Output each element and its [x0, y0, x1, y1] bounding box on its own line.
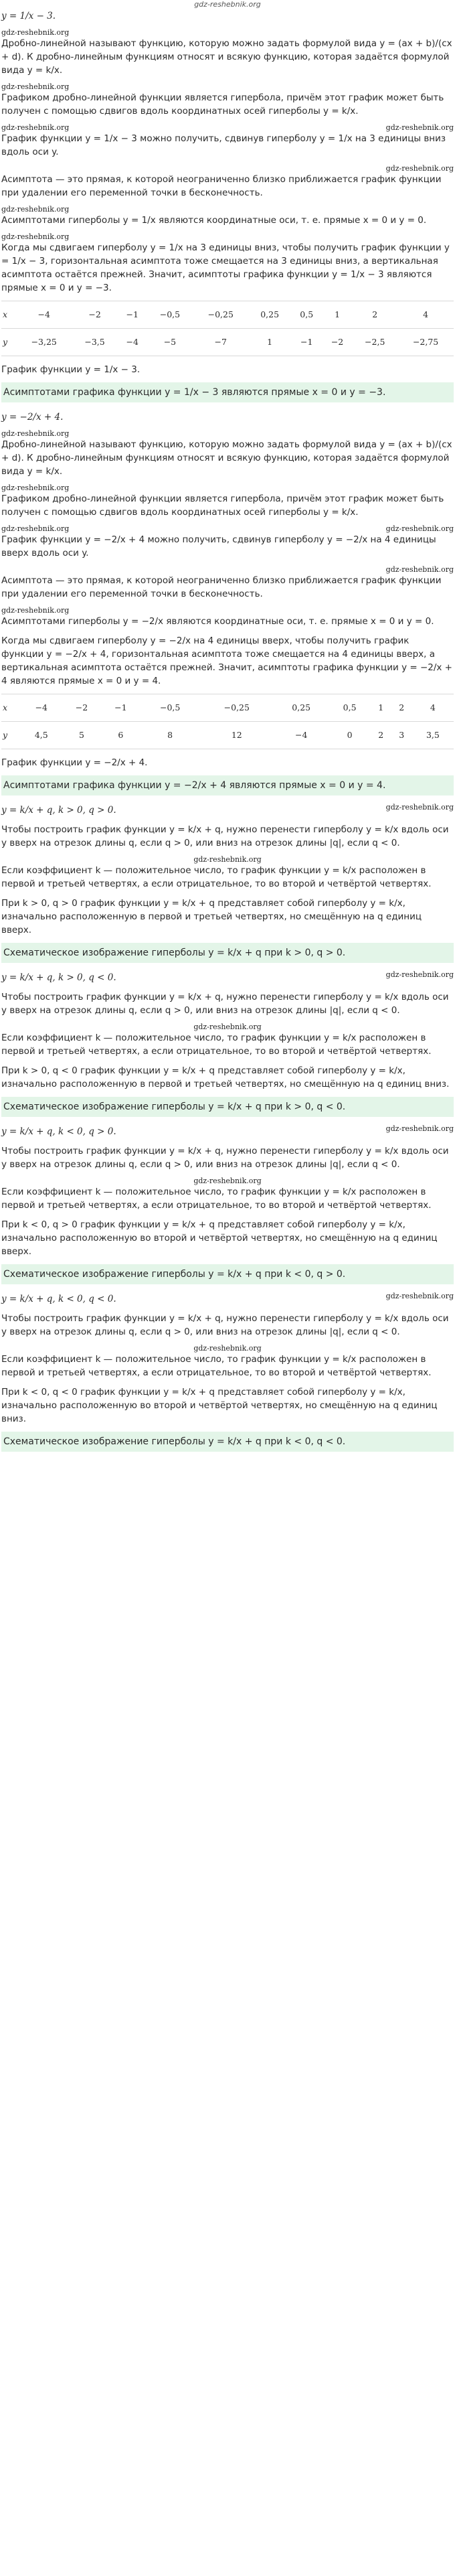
table-cell: 2 — [391, 694, 412, 722]
scheme-title: y = k/x + q, k > 0, q > 0. — [1, 805, 116, 816]
watermark: gdz-reshebnik.org — [193, 1344, 262, 1353]
table-row-y — [1, 329, 454, 356]
answer-text: Асимптотами графика функции y = 1/x − 3 являются прямые x = 0 и y = −3. — [3, 387, 386, 398]
scheme-case: При k < 0, q < 0 график функции y = k/x + q представляет собой гиперболу y = k/x, изначально расположенную во второй и четвёртой четвертях, но смещённую на q единиц вниз. — [1, 1387, 438, 1424]
table-cell: −2,75 — [397, 329, 454, 356]
table-cell: 5 — [62, 722, 101, 749]
scheme-title: y = k/x + q, k > 0, q < 0. — [1, 972, 116, 983]
table-cell: −3,25 — [16, 329, 72, 356]
scheme-quadrants: Если коэффициент k — положительное число, то график функции y = k/x расположен в первой и третьей четвертях, а если отрицательное, то во второй и четвёртой четвертях. — [1, 1187, 432, 1211]
table-cell: −2,5 — [352, 329, 397, 356]
part-1 — [1, 9, 454, 402]
table-cell: x — [1, 301, 16, 329]
values-table — [1, 301, 454, 356]
intro-text: Дробно-линейной называют функцию, которую можно задать формулой вида y = (ax + b)/(cx + d). К дробно-линейным функциям относят и всякую функцию, которая задаётся формулой вида y = k/x. — [1, 439, 452, 477]
table-cell: y — [1, 722, 21, 749]
watermark: gdz-reshebnik.org — [1, 28, 70, 37]
table-cell: 0 — [329, 722, 371, 749]
table-cell: 0,5 — [329, 694, 371, 722]
table-cell: −4 — [274, 722, 329, 749]
answer-box — [1, 1432, 454, 1452]
answer-box — [1, 1264, 454, 1284]
scheme-shift: Чтобы построить график функции y = k/x + q, нужно перенести гиперболу y = k/x вдоль оси y вверх на отрезок длины q, если q > 0, или вниз на отрезок длины |q|, если q < 0. — [1, 1146, 449, 1170]
graph-text: Графиком дробно-линейной функции является гипербола, причём этот график может быть получен с помощью сдвигов вдоль координатных осей гиперболы y = k/x. — [1, 494, 444, 518]
watermark: gdz-reshebnik.org — [385, 1292, 454, 1300]
asymptote-shift: Когда мы сдвигаем гиперболу y = −2/x на 4 единицы вверх, чтобы получить график функции y = −2/x + 4, горизонтальная асимптота тоже смещается на 4 единицы вверх, а вертикальная асимптота остаётся прежней. Значит, асимптоты графика функции y = −2/x + 4 являются прямые x = 0 и y = 4. — [1, 635, 452, 686]
table-cell: −0,5 — [141, 694, 200, 722]
watermark: gdz-reshebnik.org — [1, 123, 70, 132]
table-cell: 8 — [141, 722, 200, 749]
document-body — [0, 9, 455, 1452]
watermark: gdz-reshebnik.org — [385, 524, 454, 533]
table-cell: 3 — [391, 722, 412, 749]
table-row-x — [1, 301, 454, 329]
watermark: gdz-reshebnik.org — [1, 429, 70, 438]
watermark: gdz-reshebnik.org — [1, 483, 70, 492]
asymptote-base: Асимптотами гиперболы y = 1/x являются координатные оси, т. е. прямые x = 0 и y = 0. — [1, 215, 427, 226]
table-cell: −3,5 — [72, 329, 118, 356]
scheme-case: При k > 0, q > 0 график функции y = k/x + q представляет собой гиперболу y = k/x, изначально расположенную в первой и третьей четвертях, но смещённую на q единиц вверх. — [1, 898, 422, 935]
scheme-case: При k > 0, q < 0 график функции y = k/x + q представляет собой гиперболу y = k/x, изначально расположенную в первой и третьей четвертях, но смещённую на q единиц вниз. — [1, 1065, 450, 1089]
answer-box — [1, 943, 454, 963]
table-cell: −2 — [72, 301, 118, 329]
table-cell: −4 — [118, 329, 147, 356]
answer-box — [1, 382, 454, 402]
graph-text: Графиком дробно-линейной функции является гипербола, причём этот график может быть получен с помощью сдвигов вдоль координатных осей гиперболы y = k/x. — [1, 92, 444, 117]
watermark: gdz-reshebnik.org — [1, 524, 70, 533]
watermark: gdz-reshebnik.org — [385, 970, 454, 979]
watermark: gdz-reshebnik.org — [385, 123, 454, 132]
table-cell: x — [1, 694, 21, 722]
scheme-shift: Чтобы построить график функции y = k/x + q, нужно перенести гиперболу y = k/x вдоль оси y вверх на отрезок длины q, если q > 0, или вниз на отрезок длины |q|, если q < 0. — [1, 992, 449, 1016]
asymptote-base: Асимптотами гиперболы y = −2/x являются координатные оси, т. е. прямые x = 0 и y = 0. — [1, 616, 434, 627]
table-cell: −0,5 — [147, 301, 193, 329]
scheme-title: y = k/x + q, k < 0, q > 0. — [1, 1126, 116, 1137]
site-header[interactable]: gdz-reshebnik.org — [194, 0, 261, 9]
scheme-3 — [1, 1125, 454, 1284]
table-cell: −4 — [16, 301, 72, 329]
asymptote-shift: Когда мы сдвигаем гиперболу y = 1/x на 3 единицы вниз, чтобы получить график функции y = 1/x − 3, горизонтальная асимптота тоже смещается на 3 единицы вниз, а вертикальная асимптота остаётся прежней. Значит, асимптоты графика функции y = 1/x − 3 являются прямые x = 0 и y = −3. — [1, 242, 450, 293]
table-cell: 6 — [101, 722, 140, 749]
table-cell: 4,5 — [21, 722, 62, 749]
part-title: y = −2/x + 4. — [1, 412, 64, 423]
table-cell: −1 — [118, 301, 147, 329]
table-cell: −7 — [193, 329, 249, 356]
table-cell: 4 — [412, 694, 454, 722]
table-cell: 2 — [352, 301, 397, 329]
table-cell: −0,25 — [193, 301, 249, 329]
values-table — [1, 694, 454, 749]
answer-text: Схематическое изображение гиперболы y = k/x + q при k < 0, q < 0. — [3, 1436, 346, 1447]
table-row-y — [1, 722, 454, 749]
answer-text: Схематическое изображение гиперболы y = k/x + q при k > 0, q < 0. — [3, 1102, 346, 1112]
scheme-quadrants: Если коэффициент k — положительное число, то график функции y = k/x расположен в первой и третьей четвертях, а если отрицательное, то во второй и четвёртой четвертях. — [1, 1033, 432, 1057]
watermark: gdz-reshebnik.org — [385, 1124, 454, 1133]
table-cell: −2 — [62, 694, 101, 722]
scheme-quadrants: Если коэффициент k — положительное число, то график функции y = k/x расположен в первой и третьей четвертях, а если отрицательное, то во второй и четвёртой четвертях. — [1, 865, 432, 889]
shift-text: График функции y = −2/x + 4 можно получить, сдвинув гиперболу y = −2/x на 4 единицы вверх вдоль оси y. — [1, 534, 436, 558]
scheme-2 — [1, 971, 454, 1117]
scheme-1 — [1, 804, 454, 963]
table-row-x — [1, 694, 454, 722]
shift-text: График функции y = 1/x − 3 можно получить, сдвинув гиперболу y = 1/x на 3 единицы вниз вдоль оси y. — [1, 133, 446, 157]
table-cell: −1 — [101, 694, 140, 722]
asymptote-definition: Асимптота — это прямая, к которой неограниченно близко приближается график функции при удалении его переменной точки в бесконечность. — [1, 174, 442, 198]
watermark: gdz-reshebnik.org — [193, 1177, 262, 1185]
intro-text: Дробно-линейной называют функцию, которую можно задать формулой вида y = (ax + b)/(cx + d). К дробно-линейным функциям относят и всякую функцию, которая задаётся формулой вида y = k/x. — [1, 38, 452, 76]
answer-text: Асимптотами графика функции y = −2/x + 4 являются прямые x = 0 и y = 4. — [3, 780, 386, 791]
table-cell: −4 — [21, 694, 62, 722]
table-cell: 1 — [323, 301, 352, 329]
scheme-shift: Чтобы построить график функции y = k/x + q, нужно перенести гиперболу y = k/x вдоль оси y вверх на отрезок длины q, если q > 0, или вниз на отрезок длины |q|, если q < 0. — [1, 824, 449, 848]
part-2 — [1, 410, 454, 795]
graph-label: График функции y = 1/x − 3. — [1, 364, 141, 375]
table-cell: −2 — [323, 329, 352, 356]
answer-box — [1, 775, 454, 795]
scheme-quadrants: Если коэффициент k — положительное число, то график функции y = k/x расположен в первой и третьей четвертях, а если отрицательное, то во второй и четвёртой четвертях. — [1, 1354, 432, 1378]
table-cell: 0,25 — [249, 301, 291, 329]
table-cell: −5 — [147, 329, 193, 356]
watermark: gdz-reshebnik.org — [1, 606, 70, 615]
table-cell: 0,25 — [274, 694, 329, 722]
table-cell: 3,5 — [412, 722, 454, 749]
scheme-4 — [1, 1292, 454, 1452]
answer-box — [1, 1097, 454, 1117]
table-cell: 1 — [371, 694, 391, 722]
watermark: gdz-reshebnik.org — [193, 1022, 262, 1031]
asymptote-definition: Асимптота — это прямая, к которой неограниченно близко приближается график функции при удалении его переменной точки в бесконечность. — [1, 575, 442, 599]
table-cell: 12 — [200, 722, 274, 749]
watermark: gdz-reshebnik.org — [1, 232, 70, 241]
table-cell: 1 — [249, 329, 291, 356]
table-cell: y — [1, 329, 16, 356]
scheme-title: y = k/x + q, k < 0, q < 0. — [1, 1294, 116, 1304]
answer-text: Схематическое изображение гиперболы y = k/x + q при k > 0, q > 0. — [3, 948, 346, 958]
answer-text: Схематическое изображение гиперболы y = k/x + q при k < 0, q > 0. — [3, 1269, 346, 1280]
table-cell: 2 — [371, 722, 391, 749]
table-cell: 0,5 — [291, 301, 323, 329]
table-cell: −1 — [291, 329, 323, 356]
watermark: gdz-reshebnik.org — [193, 855, 262, 864]
table-cell: 4 — [397, 301, 454, 329]
watermark: gdz-reshebnik.org — [385, 803, 454, 812]
table-cell: −0,25 — [200, 694, 274, 722]
watermark: gdz-reshebnik.org — [385, 565, 454, 574]
scheme-case: При k < 0, q > 0 график функции y = k/x + q представляет собой гиперболу y = k/x, изначально расположенную во второй и четвёртой четвертях, но смещённую на q единиц вверх. — [1, 1219, 438, 1257]
scheme-shift: Чтобы построить график функции y = k/x + q, нужно перенести гиперболу y = k/x вдоль оси y вверх на отрезок длины q, если q > 0, или вниз на отрезок длины |q|, если q < 0. — [1, 1313, 449, 1337]
part-title: y = 1/x − 3. — [1, 11, 56, 21]
graph-label: График функции y = −2/x + 4. — [1, 757, 148, 768]
watermark: gdz-reshebnik.org — [1, 82, 70, 91]
watermark: gdz-reshebnik.org — [1, 205, 70, 214]
watermark: gdz-reshebnik.org — [385, 164, 454, 173]
